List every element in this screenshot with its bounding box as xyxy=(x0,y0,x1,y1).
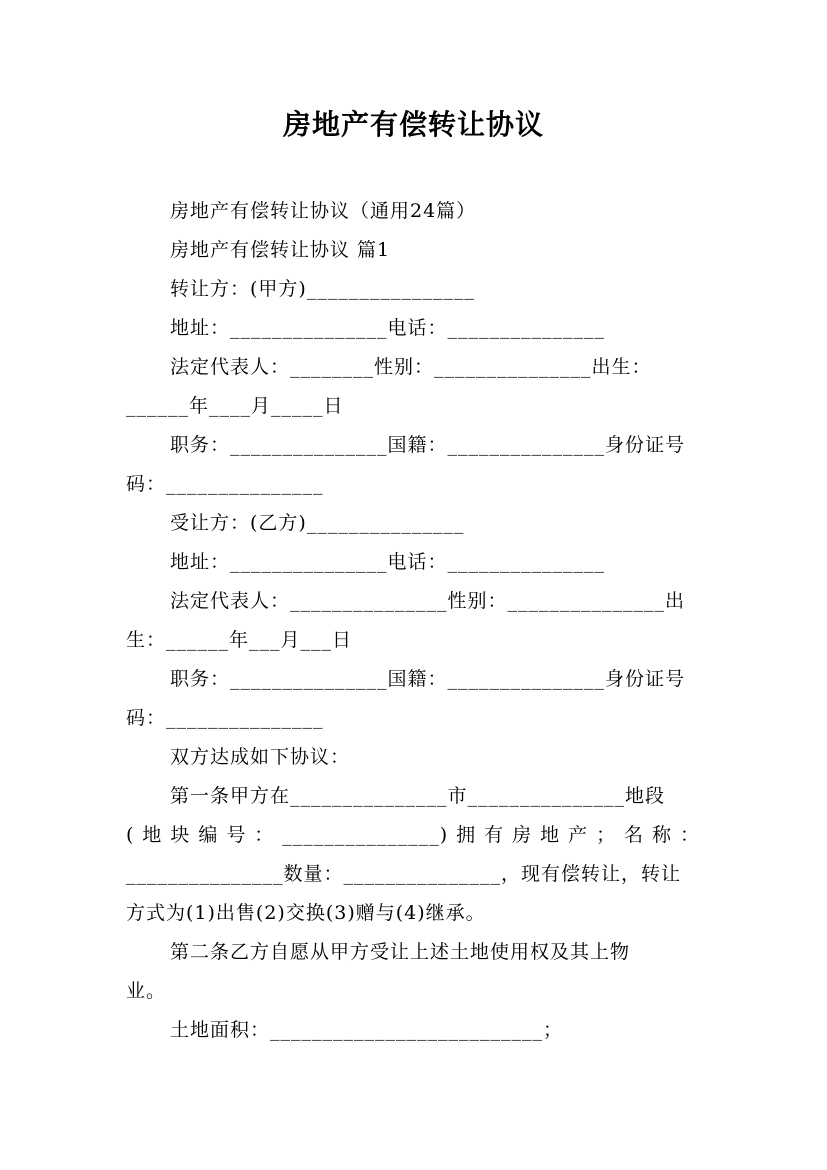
doc-line: 房地产有偿转让协议（通用24篇） xyxy=(170,200,477,222)
doc-line: 第二条乙方自愿从甲方受让上述土地使用权及其上物 xyxy=(170,941,631,963)
doc-line: 法定代表人：________性别：_______________出生： xyxy=(170,356,652,378)
doc-line: 地址：_______________电话：_______________ xyxy=(170,551,606,573)
doc-line: 第一条甲方在_______________市_______________地段 xyxy=(170,785,666,807)
doc-line: 业。 xyxy=(126,980,167,1002)
doc-line: 房地产有偿转让协议 篇1 xyxy=(170,239,391,261)
doc-line: ______年____月_____日 xyxy=(126,395,344,417)
doc-line: 方式为(1)出售(2)交换(3)赠与(4)继承。 xyxy=(126,902,486,924)
doc-line: _______________数量：_______________，现有偿转让，转让 xyxy=(126,863,682,885)
document-title: 房地产有偿转让协议 xyxy=(282,108,544,141)
doc-line: 双方达成如下协议： xyxy=(170,746,351,768)
doc-line: 职务：_______________国籍：_______________身份证号 xyxy=(170,668,686,690)
doc-line: 生：______年___月___日 xyxy=(126,629,353,651)
doc-line: 职务：_______________国籍：_______________身份证号 xyxy=(170,434,686,456)
doc-line: 码：_______________ xyxy=(126,473,324,495)
doc-line: 码：_______________ xyxy=(126,707,324,729)
doc-line: 地址：_______________电话：_______________ xyxy=(170,317,606,339)
doc-line: 转让方：(甲方)________________ xyxy=(170,278,475,300)
doc-line: 法定代表人：_______________性别：_______________出 xyxy=(170,590,686,612)
doc-line: 受让方：(乙方)_______________ xyxy=(170,512,465,534)
doc-line: 土地面积：__________________________； xyxy=(170,1019,564,1041)
doc-line: (地块编号：_______________)拥有房地产；名称： xyxy=(126,824,700,846)
